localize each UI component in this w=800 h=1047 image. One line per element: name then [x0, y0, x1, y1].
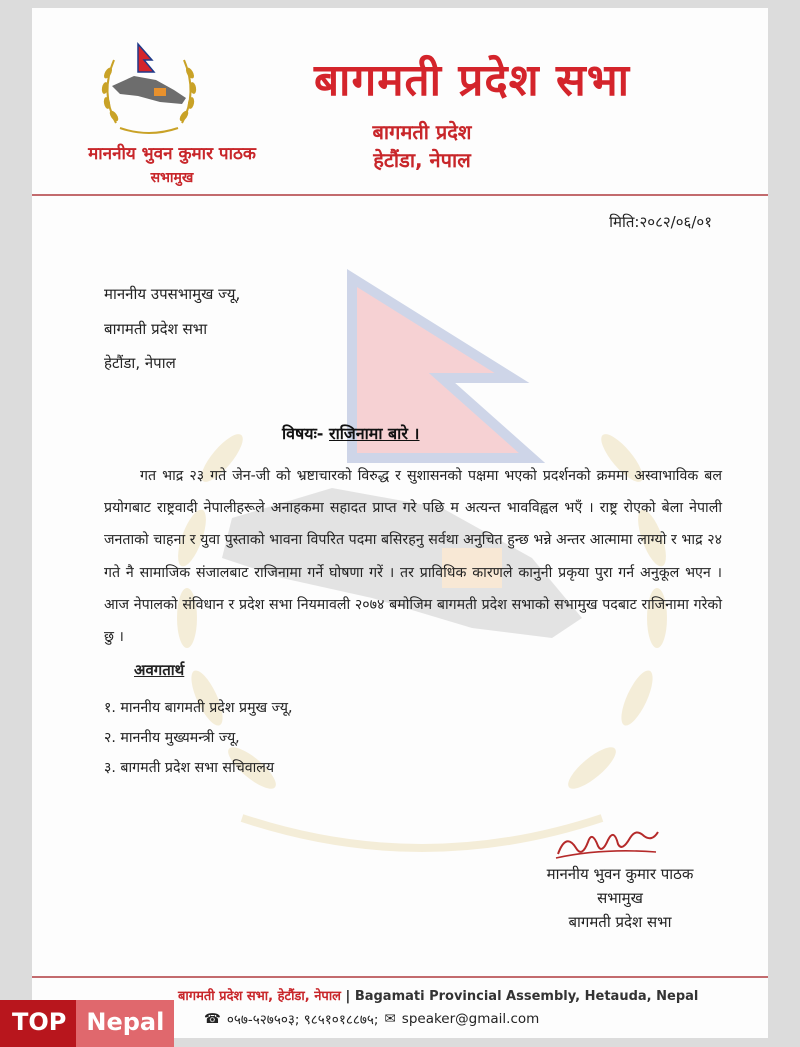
footer-separator: |	[345, 989, 351, 1004]
nepal-emblem-icon	[94, 38, 204, 138]
footer-address	[178, 986, 698, 1004]
footer-address-np: बागमती प्रदेश सभा, हेटौंडा, नेपाल	[178, 989, 341, 1004]
mail-icon: ✉	[384, 1011, 396, 1027]
signatory-org: बागमती प्रदेश सभा	[568, 913, 672, 931]
letter-sheet	[32, 8, 768, 1038]
footer-email[interactable]: speaker@gmail.com	[401, 1011, 540, 1027]
cc-item: १. माननीय बागमती प्रदेश प्रमुख ज्यू,	[104, 700, 293, 716]
addressee-line-2: बागमती प्रदेश सभा	[104, 320, 208, 338]
badge-top: TOP	[0, 1000, 76, 1047]
speaker-role: सभामुख	[150, 170, 194, 186]
letter-body: गत भाद्र २३ गते जेन-जी को भ्रष्टाचारको विरुद्ध र सुशासनको पक्षमा भएको प्रदर्शनको क्रममा अस्वाभाविक बल प्रयोगबाट राष्ट्रवादी नेपालीहरूले अनाहकमा सहादत प्राप्त गरे पछि म अत्यन्त भावविह्वल भएँ । राष्ट्र रोएको बेला नेपाली जनताको चाहना र युवा पुस्ताको भावना विपरित पदमा बसिरहनु सर्वथा अनुचित हुन्छ भन्ने अन्तर आत्मामा लाग्यो र भाद्र २४ गते नै सामाजिक संजालबाट राजिनामा गर्ने घोषणा गरें । तर प्राविधिक कारणले कानुनी प्रकृया पुरा गर्न अनुकूल भएन । आज नेपालको संविधान र प्रदेश सभा नियमावली २०७४ बमोजिम बागमती प्रदेश सभाको सभामुख पदबाट राजिनामा गरेको छु ।	[104, 468, 722, 646]
footer-divider	[32, 976, 768, 978]
phone-icon: ☎	[204, 1011, 221, 1027]
addressee-line-1: माननीय उपसभामुख ज्यू,	[104, 285, 241, 303]
location-name: हेटौंडा, नेपाल	[373, 148, 471, 172]
addressee-line-3: हेटौंडा, नेपाल	[104, 354, 176, 372]
subject-text: राजिनामा बारे ।	[329, 424, 420, 443]
letter-date: मिति:२०८२/०६/०१	[609, 213, 712, 231]
footer-contact	[204, 1010, 539, 1028]
footer-phone: ०५७-५२७५०३; ९८५१०१८८७५;	[226, 1012, 379, 1028]
subject-label: विषयः-	[282, 424, 324, 443]
cc-item: २. माननीय मुख्यमन्त्री ज्यू,	[104, 730, 240, 746]
footer-address-en: Bagamati Provincial Assembly, Hetauda, Nepal	[354, 989, 699, 1004]
cc-item: ३. बागमती प्रदेश सभा सचिवालय	[104, 760, 275, 776]
speaker-name: माननीय भुवन कुमार पाठक	[88, 144, 256, 164]
assembly-title: बागमती प्रदेश सभा	[313, 55, 631, 106]
signatory-name: माननीय भुवन कुमार पाठक	[546, 865, 694, 883]
cc-title: अवगतार्थ	[134, 661, 185, 679]
badge-nepal: Nepal	[76, 1000, 174, 1047]
subject-line	[282, 422, 420, 444]
signatory-role: सभामुख	[597, 889, 643, 907]
top-nepal-badge	[0, 1000, 174, 1047]
header-divider	[32, 194, 768, 196]
signature-icon	[552, 818, 662, 866]
province-name: बागमती प्रदेश	[372, 120, 472, 144]
